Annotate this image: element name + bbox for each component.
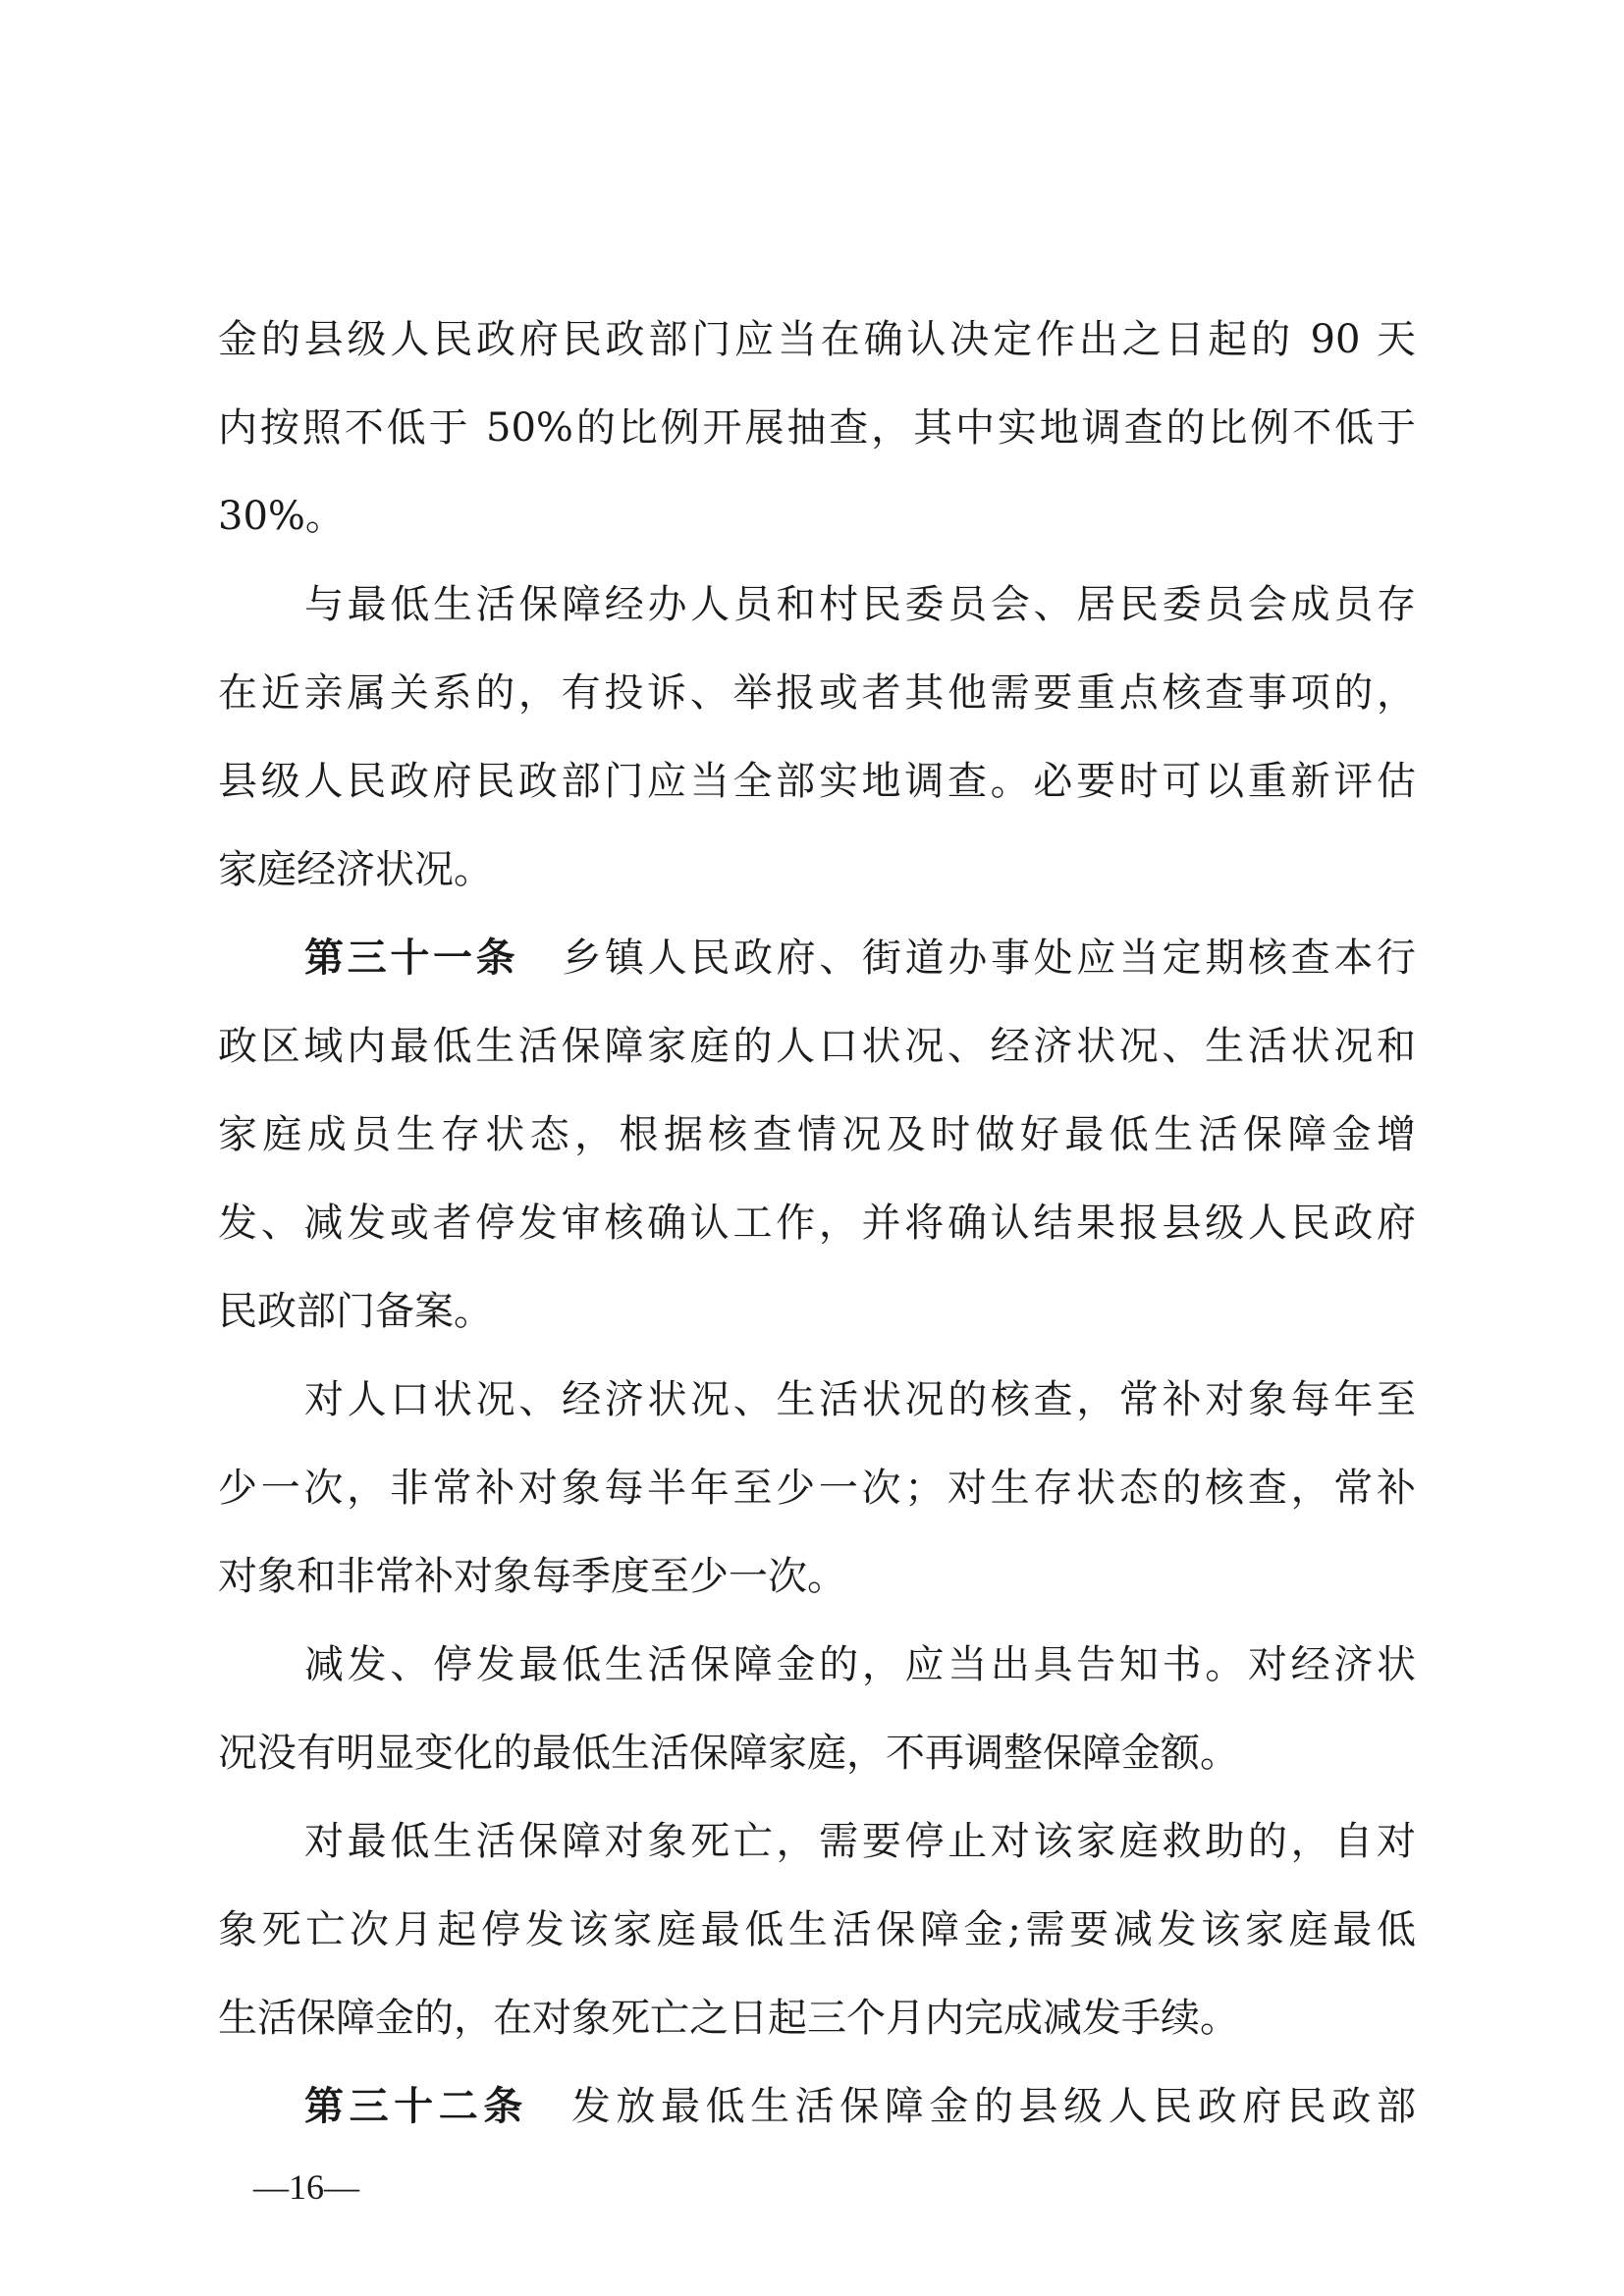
text-line: 象死亡次月起停发该家庭最低生活保障金;需要减发该家庭最低: [218, 1907, 1416, 1952]
text-line: 在近亲属关系的，有投诉、举报或者其他需要重点核查事项的，: [218, 670, 1416, 716]
text-line: 发、减发或者停发审核确认工作，并将确认结果报县级人民政府: [218, 1201, 1416, 1246]
text-line: 生活保障金的，在对象死亡之日起三个月内完成减发手续。: [218, 1996, 1239, 2041]
text-line: 30%。: [218, 494, 345, 539]
text-line: 减发、停发最低生活保障金的，应当出具告知书。对经济状: [304, 1642, 1416, 1687]
text-line: 内按照不低于 50%的比例开展抽查，其中实地调查的比例不低于: [218, 405, 1416, 451]
text-line: 少一次，非常补对象每半年至少一次；对生存状态的核查，常补: [218, 1466, 1416, 1511]
text-line: 家庭成员生存状态，根据核查情况及时做好最低生活保障金增: [218, 1112, 1416, 1157]
text-line: 对最低生活保障对象死亡，需要停止对该家庭救助的，自对: [304, 1819, 1416, 1864]
article-31-line: [304, 934, 1416, 982]
text-line: 与最低生活保障经办人员和村民委员会、居民委员会成员存: [304, 582, 1416, 627]
page-number: —16—: [253, 2167, 359, 2207]
article-32-line: [304, 2083, 1416, 2130]
text-line: 对人口状况、经济状况、生活状况的核查，常补对象每年至: [304, 1377, 1416, 1422]
text-fragment: 发放最低生活保障金的县级人民政府民政部: [570, 2084, 1417, 2129]
text-line: 对象和非常补对象每季度至少一次。: [218, 1554, 846, 1599]
text-line: 政区域内最低生活保障家庭的人口状况、经济状况、生活状况和: [218, 1024, 1416, 1069]
text-line: 县级人民政府民政部门应当全部实地调查。必要时可以重新评估: [218, 759, 1416, 804]
text-line: 民政部门备案。: [218, 1289, 493, 1334]
text-line: 家庭经济状况。: [218, 847, 493, 892]
text-fragment: 乡镇人民政府、街道办事处应当定期核查本行: [562, 935, 1417, 981]
article-number: 第三十二条: [304, 2084, 528, 2129]
text-line: 金的县级人民政府民政部门应当在确认决定作出之日起的 90 天: [218, 317, 1416, 362]
text-line: 况没有明显变化的最低生活保障家庭，不再调整保障金额。: [218, 1731, 1239, 1776]
article-number: 第三十一条: [304, 935, 519, 981]
